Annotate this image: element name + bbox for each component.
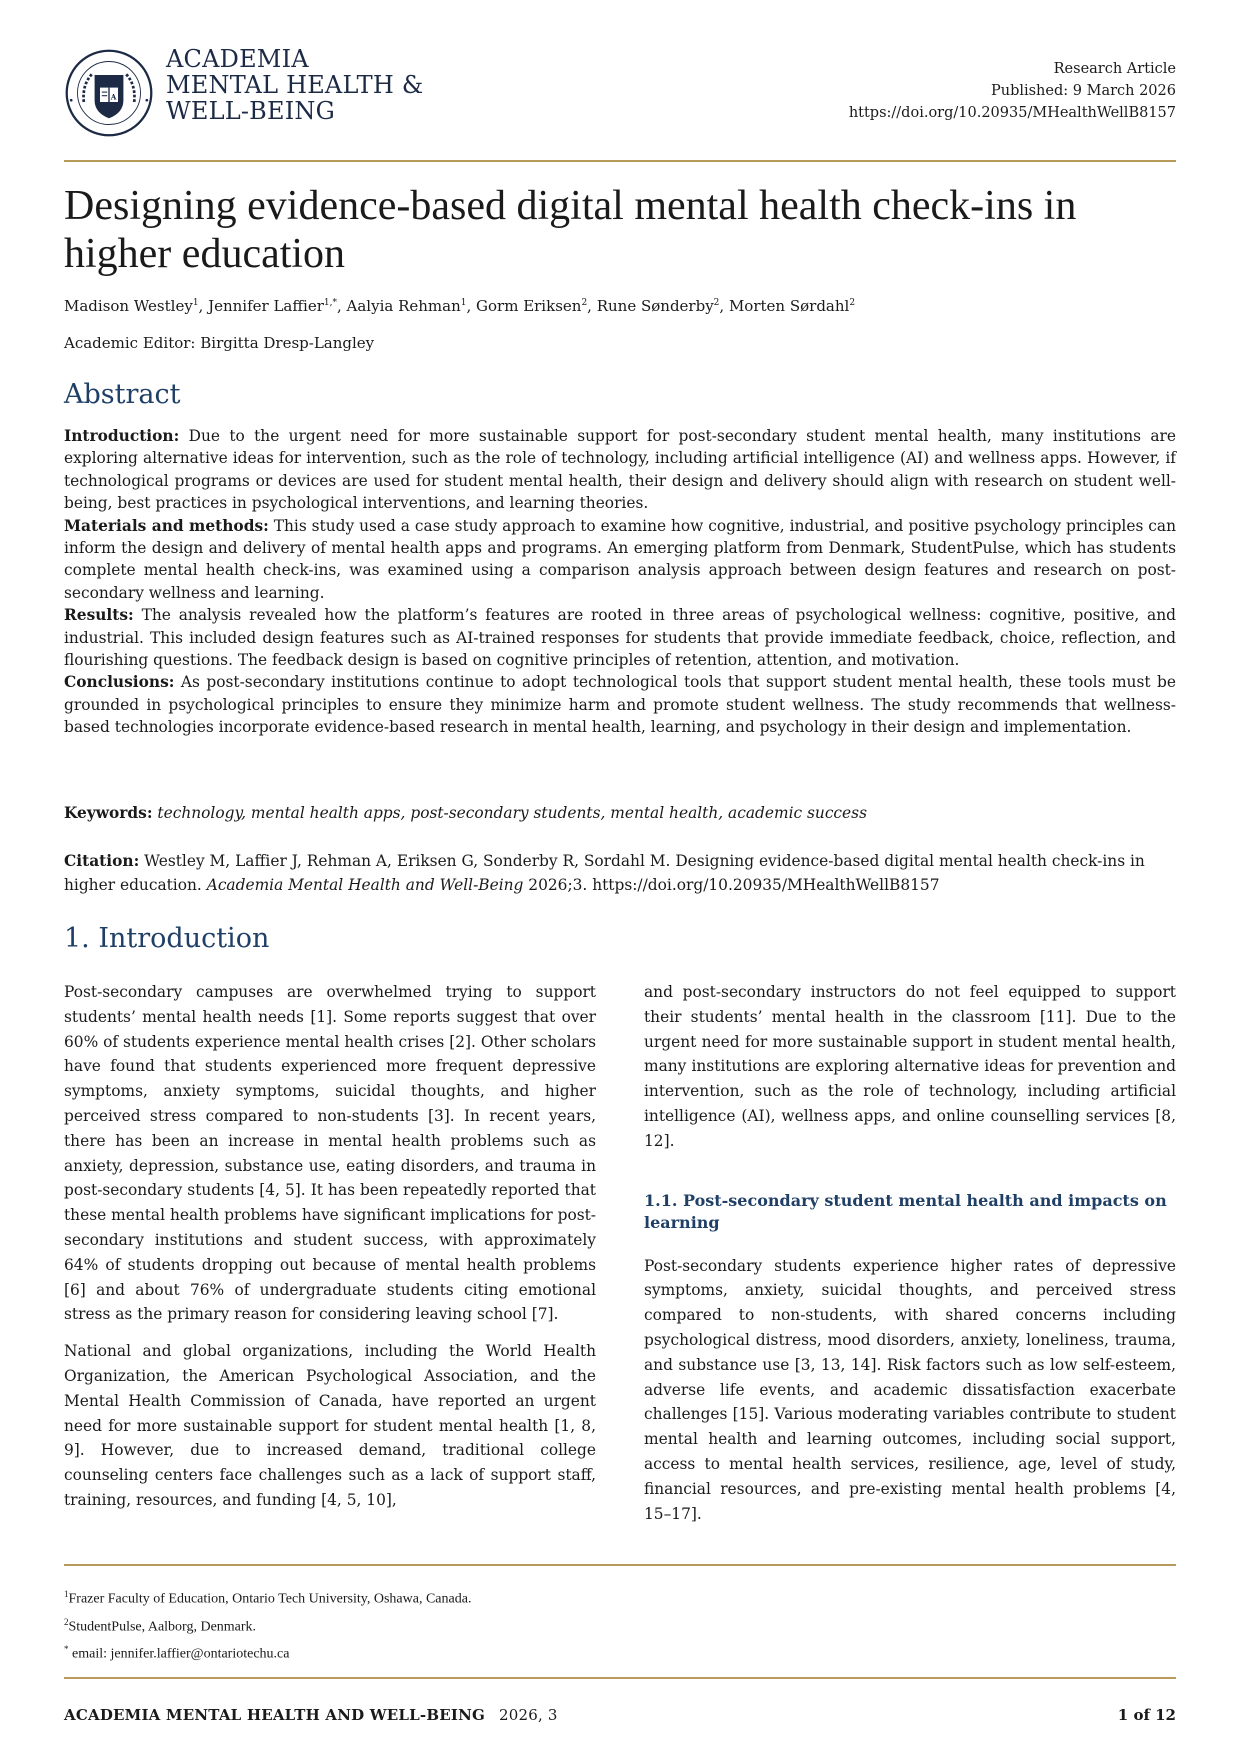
body-paragraph: Post-secondary students experience higher rates of depressive symptoms, anxiety, suicidal thoughts, and perceived stress compared to non-students, with shared concerns including psychological distress, mood disorders, anxiety, loneliness, trauma, and substance use [3, 13, 14]. Risk factors such as low self-esteem, adverse life events, and academic dissatisfaction exacerbate challenges [15]. Various moderating variables contribute to student mental health and learning outcomes, including social support, access to mental health services, resilience, age, level of study, financial resources, and pre-existing mental health problems [4, 15–17]. [644, 1256, 1176, 1523]
author: Morten Sørdahl$^2$ [728, 297, 856, 315]
body-paragraph: National and global organizations, including the World Health Organization, the American Psychological Association, and the Mental Health Commission of Canada, have reported an urgent need for more sustainable support for student mental health [1, 8, 9]. However, due to increased demand, traditional college counseling centers face challenges such as a lack of support staff, training, resources, and funding [4, 5, 10], [64, 1342, 596, 1509]
keywords-label: Keywords: [64, 804, 153, 822]
subsection-heading: 1.1. Post-secondary student mental health and impacts on learning [644, 1190, 1167, 1232]
citation: Citation: Westley M, Laffier J, Rehman A, Eriksen G, Sonderby R, Sordahl M. Designing evidence-based digital mental health check-ins in higher education. Academia Mental Health and Well-Being 2026;3. https://doi.org/10.20935/MHealthWellB8157 [64, 852, 1145, 894]
footnote-affiliation-1: $^1$Frazer Faculty of Education, Ontario Tech University, Oshawa, Canada. [64, 1589, 472, 1607]
abstract-heading: Abstract [64, 379, 181, 410]
abstract-body [64, 425, 1176, 739]
brand-line-2: MENTAL HEALTH & [166, 71, 424, 99]
journal-brand-name [166, 46, 423, 124]
article-meta [849, 58, 1176, 124]
citation-label: Citation: [64, 852, 140, 870]
keywords [64, 802, 1176, 824]
author: Madison Westley$^1$ [64, 297, 199, 315]
abstract-methods: Materials and methods: This study used a case study approach to examine how cognitive, industrial, and positive psychology principles can inform the design and delivery of mental health apps and programs. An emerging platform from Denmark, StudentPulse, which has students complete mental health check-ins, was examined using a comparison analysis approach between design features and research on post-secondary wellness and learning. [64, 516, 1176, 602]
svg-text:A: A [110, 92, 117, 102]
author: Rune Sønderby$^2$ [596, 297, 720, 315]
author-list: Madison Westley$^1$, Jennifer Laffier$^{1,*}$, Aalyia Rehman$^1$, Gorm Eriksen$^2$, Rune Sønderby$^2$, Morten Sørdahl$^2$ [64, 297, 856, 315]
footnote-email: * email: jennifer.laffier@ontariotechu.ca [64, 1644, 290, 1662]
footer-journal [64, 1706, 558, 1724]
header-divider [64, 160, 1176, 162]
doi-link[interactable]: https://doi.org/10.20935/MHealthWellB8157 [848, 105, 1176, 121]
article-type: Research Article [1053, 61, 1176, 77]
academic-editor: Academic Editor: Birgitta Dresp-Langley [64, 334, 375, 352]
author: Aalyia Rehman$^1$ [346, 297, 467, 315]
page-number: 1 of 12 [1117, 1706, 1176, 1724]
left-column [64, 980, 596, 1525]
article-title: Designing evidence-based digital mental health check-ins in higher education [64, 183, 1077, 277]
footer-journal-name: ACADEMIA MENTAL HEALTH AND WELL-BEING [64, 1706, 485, 1724]
footer-divider [64, 1677, 1176, 1679]
published-date: Published: 9 March 2026 [990, 83, 1176, 99]
footnote-affiliation-2: $^2$StudentPulse, Aalborg, Denmark. [64, 1616, 257, 1635]
abstract-introduction: Introduction: Due to the urgent need for more sustainable support for post-secondary student mental health, many institutions are exploring alternative ideas for intervention, such as the role of technology, including artificial intelligence (AI) and wellness apps. However, if technological programs or devices are used for student mental health, their design and delivery should align with research on student well-being, best practices in psychological interventions, and learning theories. [64, 427, 1176, 513]
brand-line-3: WELL-BEING [166, 97, 335, 125]
body-paragraph: Post-secondary campuses are overwhelmed trying to support students’ mental health needs [1]. Some reports suggest that over 60% of students experience mental health crises [2]. Other scholars have found that students experienced more frequent depressive symptoms, anxiety symptoms, suicidal thoughts, and higher perceived stress compared to non-students [3]. In recent years, there has been an increase in mental health problems such as anxiety, depression, substance use, eating disorders, and trauma in post-secondary students [4, 5]. It has been repeatedly reported that these mental health problems have significant implications for post-secondary institutions and student success, with approximately 64% of students dropping out because of mental health problems [6] and about 76% of undergraduate students citing emotional stress as the primary reason for considering leaving school [7]. [64, 983, 596, 1324]
author: Jennifer Laffier$^{1,*}$ [208, 297, 337, 315]
page-header [64, 44, 1176, 134]
citation-journal: Academia Mental Health and Well-Being [206, 876, 524, 894]
brand-line-1: ACADEMIA [166, 45, 309, 73]
journal-seal-logo-icon [64, 48, 154, 138]
keywords-list: technology, mental health apps, post-secondary students, mental health, academic success [152, 804, 867, 822]
section-heading-introduction: 1. Introduction [64, 923, 270, 954]
abstract-conclusions: Conclusions: As post-secondary institutions continue to adopt technological tools that support student mental health, these tools must be grounded in psychological principles to ensure they minimize harm and promote student wellness. The study recommends that wellness-based technologies incorporate evidence-based research in mental health, learning, and psychology in their design and implementation. [64, 673, 1176, 737]
abstract-results: Results: The analysis revealed how the platform’s features are rooted in three areas of psychological wellness: cognitive, positive, and industrial. This included design features such as AI-trained responses for students that provide immediate feedback, choice, reflection, and flourishing questions. The feedback design is based on cognitive principles of retention, attention, and motivation. [64, 606, 1176, 670]
right-column [644, 980, 1176, 1538]
footer-volume: 2026, 3 [498, 1706, 558, 1724]
footnote-divider [64, 1564, 1176, 1566]
body-paragraph: and post-secondary instructors do not feel equipped to support their students’ mental health in the classroom [11]. Due to the urgent need for more sustainable support in student mental health, many institutions are exploring alternative ideas for prevention and intervention, such as the role of technology, including artificial intelligence (AI), wellness apps, and online counselling services [8, 12]. [644, 983, 1176, 1150]
author: Gorm Eriksen$^2$ [476, 297, 588, 315]
footnotes [64, 1583, 471, 1666]
